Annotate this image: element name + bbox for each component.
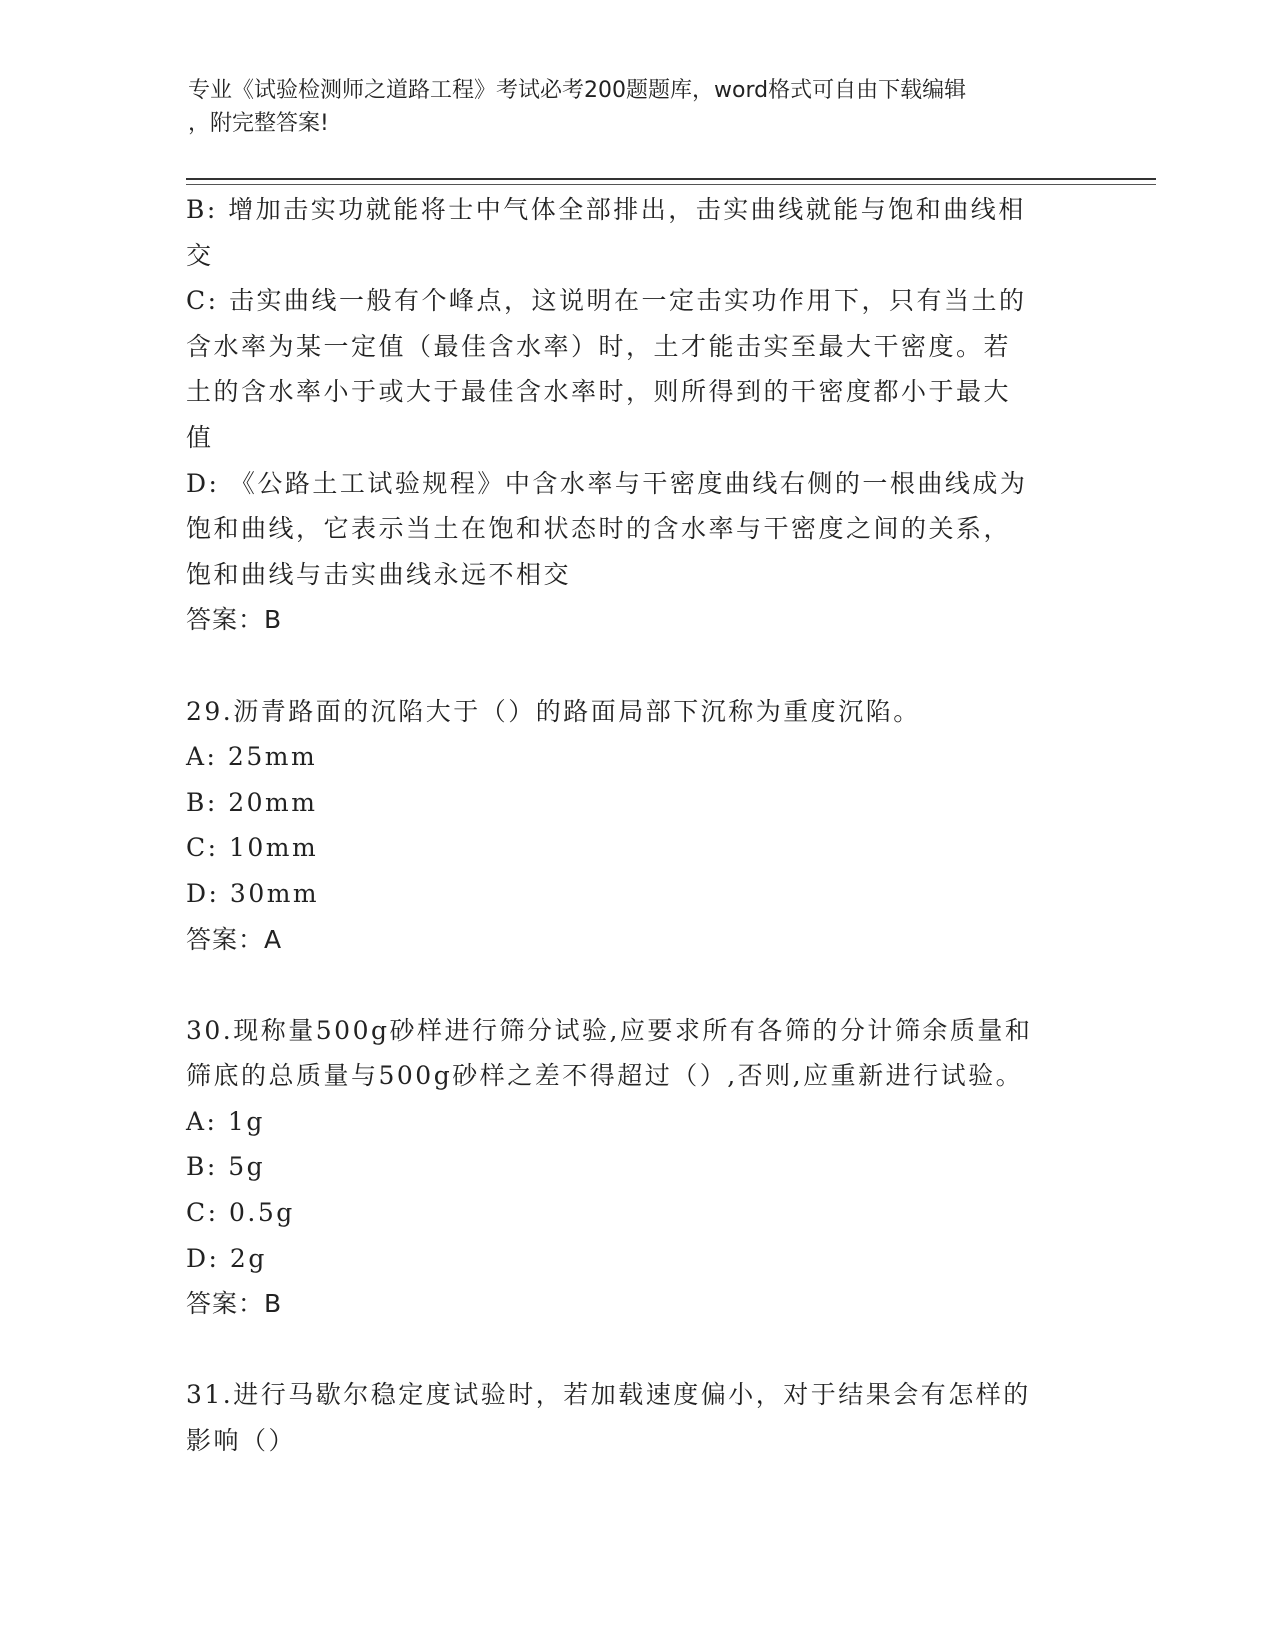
option-line: D: 《公路土工试验规程》中含水率与干密度曲线右侧的一根曲线成为 <box>186 468 1028 498</box>
question-30-option-d: D: 2g <box>186 1243 267 1273</box>
question-29-option-c: C: 10mm <box>186 833 319 863</box>
header-line-2: ，附完整答案! <box>188 111 329 136</box>
question-28-option-c <box>186 278 1086 460</box>
question-28-option-d <box>186 461 1086 598</box>
document-header <box>188 74 1068 140</box>
option-line: 值 <box>186 422 214 452</box>
question-30-option-b: B: 5g <box>186 1152 266 1182</box>
question-28-option-b <box>186 187 1086 278</box>
option-line: 含水率为某一定值（最佳含水率）时，土才能击实至最大干密度。若 <box>186 331 1012 361</box>
question-30-option-c: C: 0.5g <box>186 1198 295 1228</box>
option-line: 饱和曲线与击实曲线永远不相交 <box>186 559 572 589</box>
question-30-answer: 答案：B <box>186 1289 283 1319</box>
question-29-option-d: D: 30mm <box>186 878 320 908</box>
question-29-answer: 答案：A <box>186 924 283 954</box>
question-29-stem: 29.沥青路面的沉陷大于（）的路面局部下沉称为重度沉陷。 <box>186 696 921 726</box>
option-line: 饱和曲线，它表示当土在饱和状态时的含水率与干密度之间的关系， <box>186 514 1012 544</box>
question-30-stem <box>186 1008 1086 1099</box>
stem-line: 30.现称量500g砂样进行筛分试验,应要求所有各筛的分计筛余质量和 <box>186 1015 1033 1045</box>
question-28-answer: 答案：B <box>186 605 283 635</box>
stem-line: 影响（） <box>186 1426 297 1456</box>
document-body <box>186 187 1086 1464</box>
question-30-option-a: A: 1g <box>186 1106 265 1136</box>
option-line: B: 增加击实功就能将士中气体全部排出，击实曲线就能与饱和曲线相 <box>186 195 1026 224</box>
option-line: C: 击实曲线一般有个峰点，这说明在一定击实功作用下，只有当土的 <box>186 286 1027 316</box>
header-rule-thin <box>186 184 1156 185</box>
option-line: 土的含水率小于或大于最佳含水率时，则所得到的干密度都小于最大 <box>186 377 1012 407</box>
option-line: 交 <box>186 240 214 270</box>
question-31-stem <box>186 1372 1086 1463</box>
header-line-1: 专业《试验检测师之道路工程》考试必考200题题库，word格式可自由下载编辑 <box>188 78 967 103</box>
question-29-option-b: B: 20mm <box>186 787 318 817</box>
header-rule-thick <box>186 178 1156 180</box>
question-29-option-a: A: 25mm <box>186 742 318 772</box>
stem-line: 31.进行马歇尔稳定度试验时，若加载速度偏小，对于结果会有怎样的 <box>186 1380 1031 1410</box>
stem-line: 筛底的总质量与500g砂样之差不得超过（）,否则,应重新进行试验。 <box>186 1061 1024 1091</box>
